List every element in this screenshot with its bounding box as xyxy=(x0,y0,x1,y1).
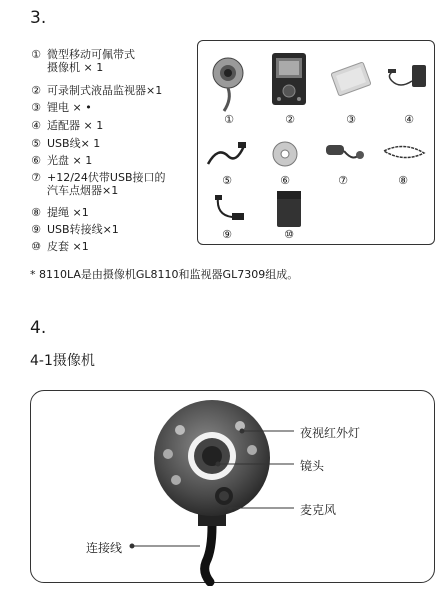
item-number: ⑩ xyxy=(31,240,41,253)
item-number: ⑧ xyxy=(31,206,41,219)
section-3-heading: 3. xyxy=(30,8,47,28)
section-4-heading: 4. xyxy=(30,318,47,338)
item-number: ③ xyxy=(31,101,41,114)
item-text: 锂电 × • xyxy=(47,101,92,114)
photo-label: ⑤ xyxy=(222,174,232,187)
cable-label: 连接线 xyxy=(86,541,123,555)
item-text: 光盘 × 1 xyxy=(47,154,93,167)
item-number: ② xyxy=(31,84,41,97)
item-text: 可录制式液晶监视器×1 xyxy=(47,84,163,97)
item-number: ⑤ xyxy=(31,137,41,150)
photo-label: ⑩ xyxy=(284,228,294,241)
composition-note: * 8110LA是由摄像机GL8110和监视器GL7309组成。 xyxy=(30,268,299,281)
item-number: ⑨ xyxy=(31,223,41,236)
item-number: ⑦ xyxy=(31,171,41,184)
item-text: USB转接线×1 xyxy=(47,223,119,236)
photo-label: ⑥ xyxy=(280,174,290,187)
item-text: 微型移动可佩带式 xyxy=(47,48,135,61)
item-text: 适配器 × 1 xyxy=(47,119,104,132)
item-text: USB线× 1 xyxy=(47,137,101,150)
photo-label: ③ xyxy=(346,113,356,126)
item-text: 皮套 ×1 xyxy=(47,240,89,253)
item-number: ⑥ xyxy=(31,154,41,167)
photo-label: ② xyxy=(285,113,295,126)
item-text-cont: 汽车点烟器×1 xyxy=(47,184,119,197)
camera-subheading: 4-1摄像机 xyxy=(30,353,95,369)
photo-label: ⑨ xyxy=(222,228,232,241)
microphone-label: 麦克风 xyxy=(300,503,337,517)
photo-label: ⑦ xyxy=(338,174,348,187)
photo-label: ⑧ xyxy=(398,174,408,187)
item-number: ① xyxy=(31,48,41,61)
item-text: +12/24伏带USB接口的 xyxy=(47,171,166,184)
item-text-cont: 摄像机 × 1 xyxy=(47,61,104,74)
item-number: ④ xyxy=(31,119,41,132)
photo-label: ① xyxy=(224,113,234,126)
item-text: 提绳 ×1 xyxy=(47,206,89,219)
ir-light-label: 夜视红外灯 xyxy=(300,426,361,440)
lens-label: 镜头 xyxy=(300,459,325,473)
photo-label: ④ xyxy=(404,113,414,126)
